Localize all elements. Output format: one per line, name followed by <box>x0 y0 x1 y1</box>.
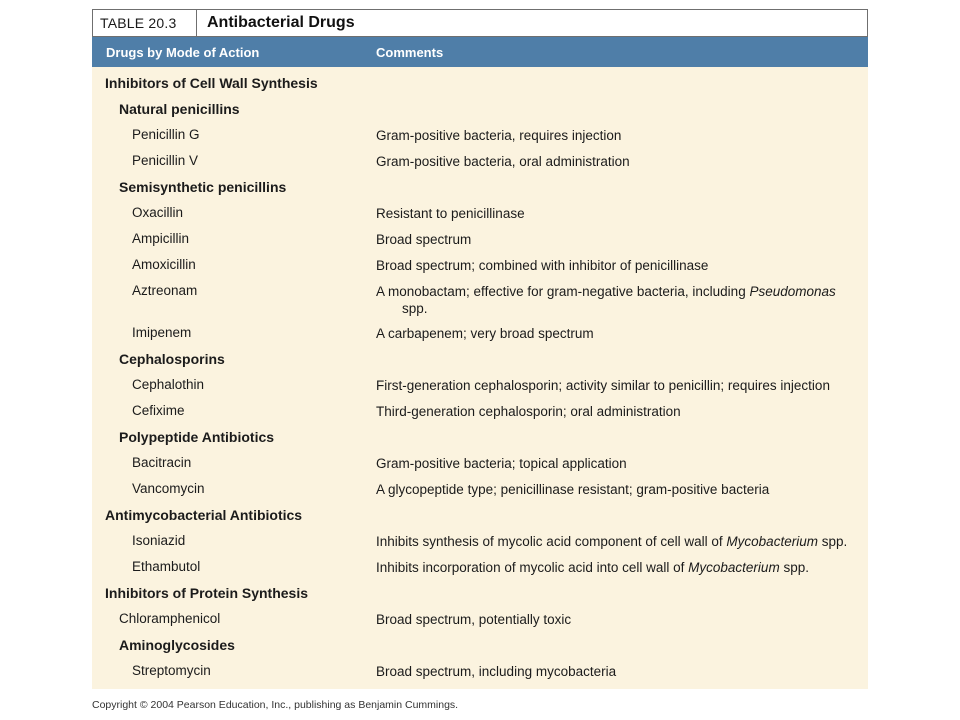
comment-text: Gram-positive bacteria, oral administration <box>376 154 630 169</box>
comment-text: Broad spectrum, potentially toxic <box>376 612 572 627</box>
comment-text: A glycopeptide type; penicillinase resistant; gram-positive bacteria <box>376 482 770 497</box>
table-row <box>92 257 868 274</box>
drug-comment <box>376 455 868 472</box>
drug-comment <box>376 533 868 550</box>
table-row <box>92 481 868 498</box>
category-row <box>92 75 868 91</box>
drug-name: Imipenem <box>132 325 192 340</box>
comment-text: Broad spectrum; combined with inhibitor of penicillinase <box>376 258 709 273</box>
column-header-comments: Comments <box>376 44 444 60</box>
comment-text: A carbapenem; very broad spectrum <box>376 326 594 341</box>
table-row <box>92 283 868 317</box>
drug-name: Bacitracin <box>132 455 192 470</box>
comment-text: Gram-positive bacteria, requires injection <box>376 128 622 143</box>
drug-comment <box>376 153 868 170</box>
drug-name: Vancomycin <box>132 481 205 496</box>
category-label: Natural penicillins <box>119 101 240 117</box>
drug-name: Cefixime <box>132 403 185 418</box>
drug-comment <box>376 205 868 222</box>
category-row <box>92 637 868 653</box>
category-row <box>92 585 868 601</box>
table-title: Antibacterial Drugs <box>207 14 355 31</box>
drug-name: Penicillin G <box>132 127 200 142</box>
drug-name: Streptomycin <box>132 663 211 678</box>
table-row <box>92 533 868 550</box>
drug-name: Aztreonam <box>132 283 198 298</box>
category-row <box>92 101 868 117</box>
drug-comment <box>376 377 868 394</box>
drug-name: Oxacillin <box>132 205 184 220</box>
category-label: Aminoglycosides <box>119 637 235 653</box>
comment-text: First-generation cephalosporin; activity similar to penicillin; requires injection <box>376 378 830 393</box>
drug-name: Ethambutol <box>132 559 201 574</box>
table-header <box>92 37 868 67</box>
category-row <box>92 429 868 445</box>
table-row <box>92 153 868 170</box>
table-row <box>92 403 868 420</box>
drug-name: Penicillin V <box>132 153 199 168</box>
table-row <box>92 231 868 248</box>
drug-comment <box>376 283 868 317</box>
table-number: TABLE 20.3 <box>93 10 197 36</box>
column-header-drugs: Drugs by Mode of Action <box>106 44 260 60</box>
category-row <box>92 507 868 523</box>
category-label: Polypeptide Antibiotics <box>119 429 275 445</box>
drug-comment <box>376 611 868 628</box>
drug-comment <box>376 403 868 420</box>
drug-comment <box>376 257 868 274</box>
drug-comment <box>376 481 868 498</box>
table-row <box>92 127 868 144</box>
category-label: Inhibitors of Cell Wall Synthesis <box>105 75 318 91</box>
table-row <box>92 325 868 342</box>
drug-table <box>92 9 868 689</box>
comment-text: Inhibits incorporation of mycolic acid into cell wall of Mycobacterium spp. <box>376 560 809 575</box>
comment-text: Gram-positive bacteria; topical application <box>376 456 627 471</box>
comment-continuation: spp. <box>402 301 428 316</box>
drug-name: Isoniazid <box>132 533 186 548</box>
drug-comment <box>376 663 868 680</box>
drug-comment <box>376 127 868 144</box>
comment-text: Broad spectrum <box>376 232 472 247</box>
table-title-bar <box>92 9 868 37</box>
category-row <box>92 179 868 195</box>
category-label: Inhibitors of Protein Synthesis <box>105 585 309 601</box>
drug-name: Amoxicillin <box>132 257 196 272</box>
comment-text: Broad spectrum, including mycobacteria <box>376 664 617 679</box>
drug-comment <box>376 559 868 576</box>
comment-text: Inhibits synthesis of mycolic acid component of cell wall of Mycobacterium spp. <box>376 534 848 549</box>
category-row <box>92 351 868 367</box>
table-row <box>92 377 868 394</box>
category-label: Antimycobacterial Antibiotics <box>105 507 303 523</box>
table-row <box>92 205 868 222</box>
drug-comment <box>376 231 868 248</box>
comment-text: A monobactam; effective for gram-negative bacteria, including Pseudomonas <box>376 284 836 299</box>
drug-name: Ampicillin <box>132 231 190 246</box>
category-label: Semisynthetic penicillins <box>119 179 287 195</box>
comment-text: Third-generation cephalosporin; oral administration <box>376 404 681 419</box>
copyright-notice: Copyright © 2004 Pearson Education, Inc., publishing as Benjamin Cummings. <box>92 699 459 711</box>
drug-name: Chloramphenicol <box>119 611 221 626</box>
table-row <box>92 663 868 680</box>
drug-comment <box>376 325 868 342</box>
table-body <box>92 67 868 689</box>
category-label: Cephalosporins <box>119 351 225 367</box>
table-row <box>92 559 868 576</box>
table-row <box>92 455 868 472</box>
comment-text: Resistant to penicillinase <box>376 206 525 221</box>
drug-name: Cephalothin <box>132 377 205 392</box>
table-row <box>92 611 868 628</box>
